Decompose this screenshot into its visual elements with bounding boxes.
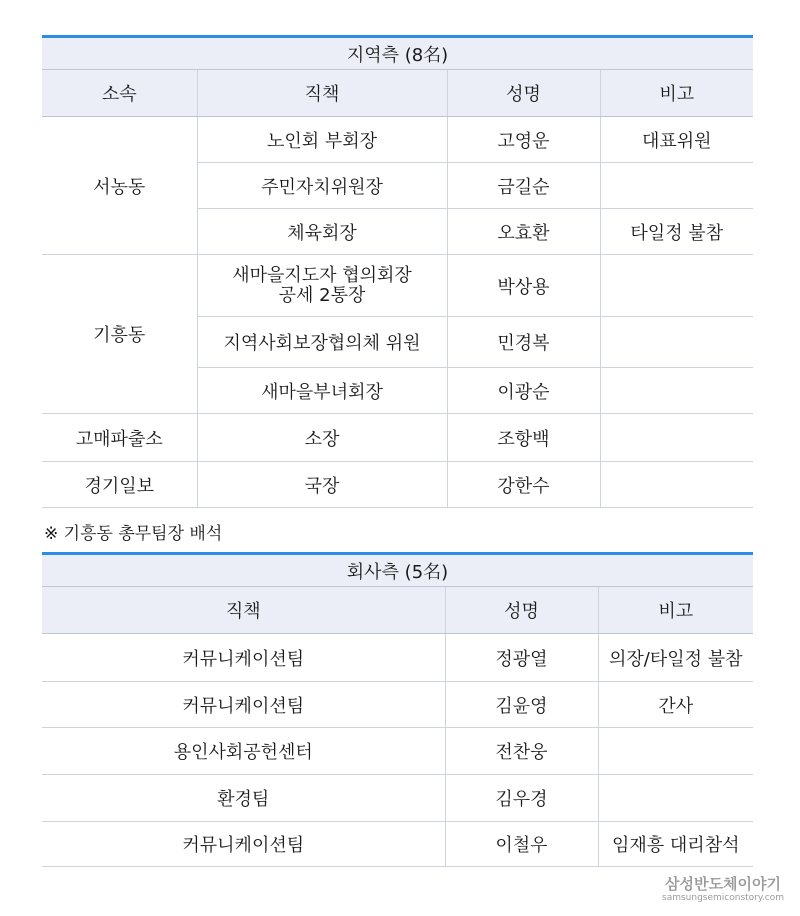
name-cell: 이철우 [445,822,598,867]
position-cell: 소장 [197,414,447,462]
position-cell: 노인회 부회장 [197,117,447,163]
header-note: 비고 [598,587,753,634]
note-cell: 임재흥 대리참석 [598,822,753,867]
note-cell: 타일정 불참 [600,209,753,255]
header-name: 성명 [447,70,600,117]
table-row [42,117,753,163]
company-title-row [42,554,753,587]
note-cell [600,462,753,508]
company-table [42,552,753,867]
header-name: 성명 [445,587,598,634]
note-cell: 대표위원 [600,117,753,163]
note-cell: 간사 [598,682,753,728]
table-row [42,775,753,822]
position-cell: 커뮤니케이션팀 [42,634,445,682]
name-cell: 오효환 [447,209,600,255]
name-cell: 전찬웅 [445,728,598,775]
group-cell: 서농동 [42,117,197,255]
note-cell [598,728,753,775]
name-cell: 정광열 [445,634,598,682]
note-cell [600,255,753,317]
note-cell [598,775,753,822]
table-row [42,462,753,508]
header-position: 직책 [42,587,445,634]
group-cell: 경기일보 [42,462,197,508]
group-cell: 기흥동 [42,255,197,414]
note-cell: 의장/타일정 불참 [598,634,753,682]
position-line-1: 새마을지도자 협의회장 [232,264,412,286]
table-row [42,682,753,728]
region-table-title: 지역측 (8名) [42,37,753,70]
position-cell [197,255,447,317]
name-cell: 박상용 [447,255,600,317]
watermark-sub: samsungsemiconstory.com [662,893,784,903]
watermark-logo [662,876,784,904]
position-cell: 용인사회공헌센터 [42,728,445,775]
position-cell: 국장 [197,462,447,508]
name-cell: 금길순 [447,163,600,209]
header-note: 비고 [600,70,753,117]
attendance-note: ※ 기흥동 총무팀장 배석 [44,524,223,544]
note-cell [600,317,753,368]
position-cell: 지역사회보장협의체 위원 [197,317,447,368]
name-cell: 민경복 [447,317,600,368]
watermark-main: 삼성반도체이야기 [665,875,781,893]
note-cell [600,368,753,414]
name-cell: 이광순 [447,368,600,414]
table-row [42,255,753,317]
table-row [42,822,753,867]
name-cell: 고영운 [447,117,600,163]
table-row [42,728,753,775]
group-cell: 고매파출소 [42,414,197,462]
company-header-row [42,587,753,634]
header-affiliation: 소속 [42,70,197,117]
note-cell [600,414,753,462]
table-row [42,634,753,682]
position-cell: 환경팀 [42,775,445,822]
name-cell: 김우경 [445,775,598,822]
header-position: 직책 [197,70,447,117]
position-cell: 커뮤니케이션팀 [42,682,445,728]
region-title-row [42,37,753,70]
table-row [42,414,753,462]
name-cell: 김윤영 [445,682,598,728]
name-cell: 강한수 [447,462,600,508]
position-cell: 새마을부녀회장 [197,368,447,414]
position-cell: 체육회장 [197,209,447,255]
region-table [42,35,753,508]
company-table-title: 회사측 (5名) [42,554,753,587]
note-cell [600,163,753,209]
position-cell: 커뮤니케이션팀 [42,822,445,867]
position-line-2: 공세 2통장 [278,284,366,306]
region-header-row [42,70,753,117]
name-cell: 조항백 [447,414,600,462]
position-cell: 주민자치위원장 [197,163,447,209]
